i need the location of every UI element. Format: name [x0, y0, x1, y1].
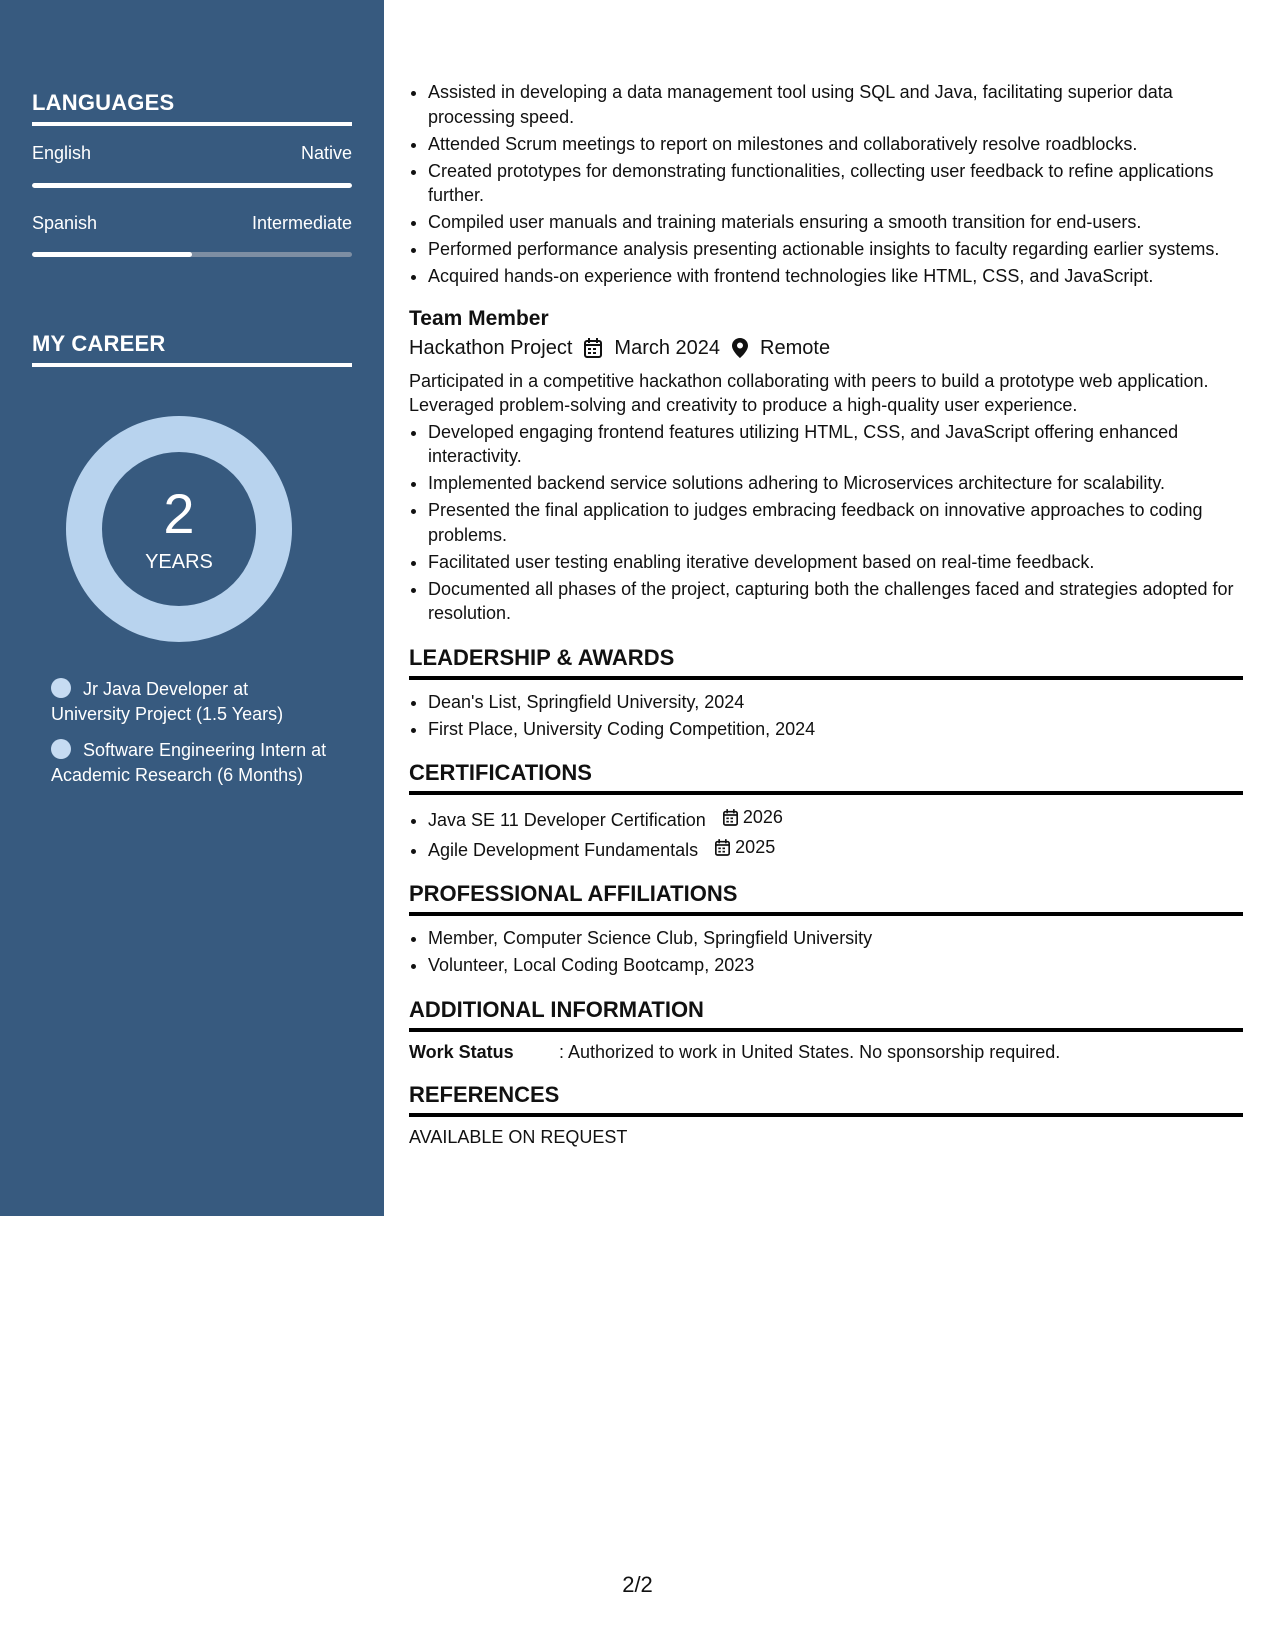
career-years-unit: YEARS: [145, 551, 213, 573]
list-item: • Created prototypes for demonstrating functionalities, collecting user feedback to refine applications further.: [428, 159, 1243, 208]
affiliations-list: [409, 926, 1243, 978]
list-item: [428, 835, 1243, 862]
sidebar: [0, 0, 384, 1216]
list-item: • Member, Computer Science Club, Springfield University: [428, 926, 1243, 951]
experience-bullets: [409, 80, 1243, 289]
list-item: [428, 805, 1243, 832]
language-row-english: [32, 143, 352, 164]
calendar-icon: [584, 338, 602, 358]
location-pin-icon: [732, 338, 748, 358]
certification-name: Java SE 11 Developer Certification: [428, 809, 706, 830]
work-status-value: : Authorized to work in United States. No sponsorship required.: [559, 1041, 1061, 1062]
list-item: • Facilitated user testing enabling iterative development based on real-time feedback.: [428, 550, 1243, 575]
career-item: [51, 677, 331, 726]
language-name: Spanish: [32, 213, 98, 233]
job-date: March 2024: [614, 336, 721, 359]
list-item: • Volunteer, Local Coding Bootcamp, 2023: [428, 953, 1243, 978]
language-bar-spanish: [32, 252, 352, 257]
list-item: • Attended Scrum meetings to report on milestones and collaboratively resolve roadblocks.: [428, 132, 1243, 157]
job-location: Remote: [760, 336, 831, 359]
career-item: [51, 738, 331, 787]
language-level: Native: [300, 143, 352, 163]
career-item-text: Software Engineering Intern at Academic Research (6 Months): [51, 740, 327, 785]
job-company: Hackathon Project: [409, 336, 573, 359]
career-years-number: 2: [163, 482, 195, 545]
calendar-icon: [723, 809, 738, 826]
career-heading: MY CAREER: [32, 331, 352, 367]
job-title: Team Member: [409, 306, 549, 330]
certification-year: 2025: [735, 836, 776, 857]
language-bar-english: [32, 183, 352, 188]
language-level: Intermediate: [251, 213, 352, 233]
certifications-list: [409, 805, 1243, 862]
language-name: English: [32, 143, 92, 163]
language-bar-fill: [32, 252, 192, 257]
list-item: • Documented all phases of the project, capturing both the challenges faced and strategies adopted for resolution.: [428, 577, 1243, 626]
list-item: • First Place, University Coding Competition, 2024: [428, 717, 1243, 742]
list-item: • Assisted in developing a data management tool using SQL and Java, facilitating superior data processing speed.: [428, 80, 1243, 129]
list-item: • Dean's List, Springfield University, 2024: [428, 690, 1243, 715]
career-item-text: Jr Java Developer at University Project (1.5 Years): [51, 679, 284, 724]
work-status-label: Work Status: [409, 1041, 514, 1062]
references-text: AVAILABLE ON REQUEST: [409, 1126, 628, 1147]
work-status-row: [409, 1042, 1243, 1063]
list-item: • Implemented backend service solutions adhering to Microservices architecture for scalability.: [428, 471, 1243, 496]
leadership-list: [409, 690, 1243, 742]
section-heading-affiliations: PROFESSIONAL AFFILIATIONS: [409, 880, 1243, 916]
languages-heading: LANGUAGES: [32, 90, 352, 126]
certification-name: Agile Development Fundamentals: [428, 839, 699, 860]
language-row-spanish: [32, 213, 352, 234]
list-item: • Performed performance analysis presenting actionable insights to faculty regarding earlier systems.: [428, 237, 1243, 262]
career-list: [51, 677, 331, 799]
main-content: [409, 80, 1243, 1148]
job-bullets: [409, 420, 1243, 626]
page-number: 2/2: [622, 1572, 653, 1597]
certification-year: 2026: [742, 807, 783, 827]
bullet-dot-icon: [51, 678, 71, 698]
job-description: Participated in a competitive hackathon collaborating with peers to build a prototype web application. Leveraged problem-solving and creativity to produce a high-quality user experience.: [409, 370, 1209, 415]
bullet-dot-icon: [51, 739, 71, 759]
calendar-icon: [715, 839, 730, 856]
language-bar-fill: [32, 183, 352, 188]
job-meta: [409, 333, 1243, 363]
section-heading-leadership: LEADERSHIP & AWARDS: [409, 644, 1243, 680]
section-heading-references: REFERENCES: [409, 1081, 1243, 1117]
section-heading-certifications: CERTIFICATIONS: [409, 759, 1243, 795]
list-item: • Acquired hands-on experience with frontend technologies like HTML, CSS, and JavaScript.: [428, 264, 1243, 289]
section-heading-additional: ADDITIONAL INFORMATION: [409, 996, 1243, 1032]
list-item: • Developed engaging frontend features utilizing HTML, CSS, and JavaScript offering enhanced interactivity.: [428, 420, 1243, 469]
list-item: • Compiled user manuals and training materials ensuring a smooth transition for end-users.: [428, 210, 1243, 235]
list-item: • Presented the final application to judges embracing feedback on innovative approaches to coding problems.: [428, 498, 1243, 547]
